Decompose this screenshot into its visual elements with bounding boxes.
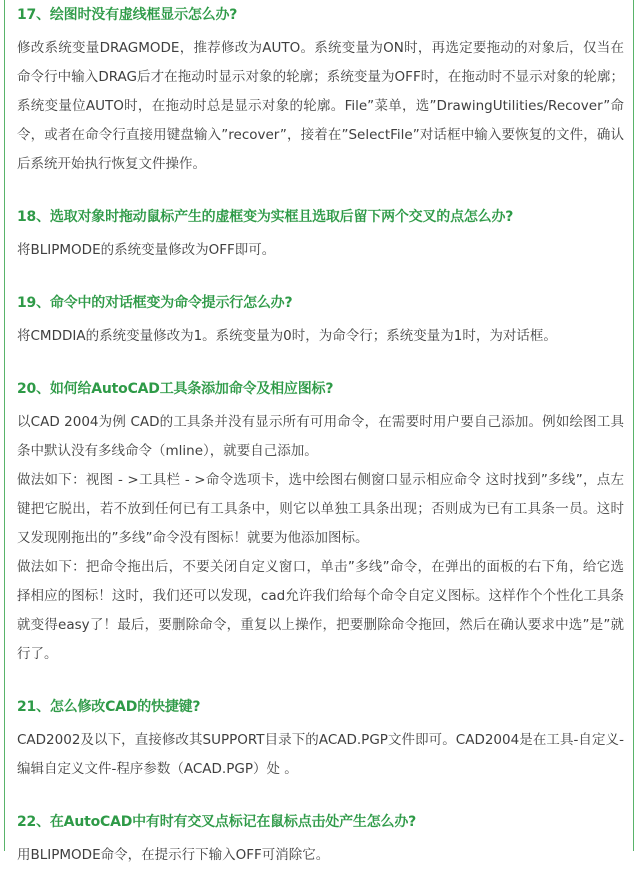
question-title: 19、命令中的对话框变为命令提示行怎么办? — [17, 295, 293, 311]
faq-section-17 — [17, 4, 624, 179]
question-title: 22、在AutoCAD中有时有交叉点标记在鼠标点击处产生怎么办? — [17, 814, 417, 830]
answer-paragraph: 将CMDDIA的系统变量修改为1。系统变量为0时，为命令行；系统变量为1时，为对话框。 — [17, 328, 557, 344]
faq-section-19 — [17, 292, 624, 351]
section-gap — [17, 179, 624, 206]
question-title: 18、选取对象时拖动鼠标产生的虚框变为实框且选取后留下两个交叉的点怎么办? — [17, 209, 514, 225]
answer-paragraph: 将BLIPMODE的系统变量修改为OFF即可。 — [17, 242, 276, 258]
answer-paragraph: 做法如下：把命令拖出后，不要关闭自定义窗口，单击”多线”命令，在弹出的面板的右下角，给它选择相应的图标！这时，我们还可以发现，cad允许我们给每个命令自定义图标。这样作个个性化工具条就变得easy了！最后，要删除命令，重复以上操作，把要删除命令拖回，然后在确认要求中选”是”就行了。 — [17, 559, 624, 662]
faq-section-21 — [17, 696, 624, 784]
answer-paragraph: 做法如下：视图 - >工具栏 - >命令选项卡，选中绘图右侧窗口显示相应命令 这时找到”多线”，点左键把它脱出，若不放到任何已有工具条中，则它以单独工具条出现；否则成为已有工具条一员。这时又发现刚拖出的”多线”命令没有图标！就要为他添加图标。 — [17, 472, 624, 546]
question-title: 21、怎么修改CAD的快捷键? — [17, 699, 201, 715]
section-gap — [17, 784, 624, 811]
answer-paragraph: 修改系统变量DRAGMODE，推荐修改为AUTO。系统变量为ON时，再选定要拖动的对象后，仅当在命令行中输入DRAG后才在拖动时显示对象的轮廓；系统变量为OFF时，在拖动时不显示对象的轮廓；系统变量位AUTO时，在拖动时总是显示对象的轮廓。File”菜单，选”DrawingUtilities/Recover”命令，或者在命令行直接用键盘输入”recover”，接着在”SelectFile”对话框中输入要恢复的文件，确认后系统开始执行恢复文件操作。 — [17, 40, 624, 172]
article-frame — [4, 0, 634, 863]
article-content — [5, 0, 633, 870]
faq-section-18 — [17, 206, 624, 265]
question-title: 17、绘图时没有虚线框显示怎么办? — [17, 7, 238, 23]
section-gap — [17, 265, 624, 292]
faq-section-22 — [17, 811, 624, 870]
faq-section-20 — [17, 378, 624, 669]
section-gap — [17, 351, 624, 378]
question-title: 20、如何给AutoCAD工具条添加命令及相应图标? — [17, 381, 334, 397]
answer-paragraph: 以CAD 2004为例 CAD的工具条并没有显示所有可用命令，在需要时用户要自己添加。例如绘图工具条中默认没有多线命令（mline），就要自己添加。 — [17, 414, 624, 459]
answer-paragraph: CAD2002及以下，直接修改其SUPPORT目录下的ACAD.PGP文件即可。CAD2004是在工具-自定义-编辑自定义文件-程序参数（ACAD.PGP）处 。 — [17, 732, 624, 777]
section-gap — [17, 669, 624, 696]
answer-paragraph: 用BLIPMODE命令，在提示行下输入OFF可消除它。 — [17, 847, 330, 863]
